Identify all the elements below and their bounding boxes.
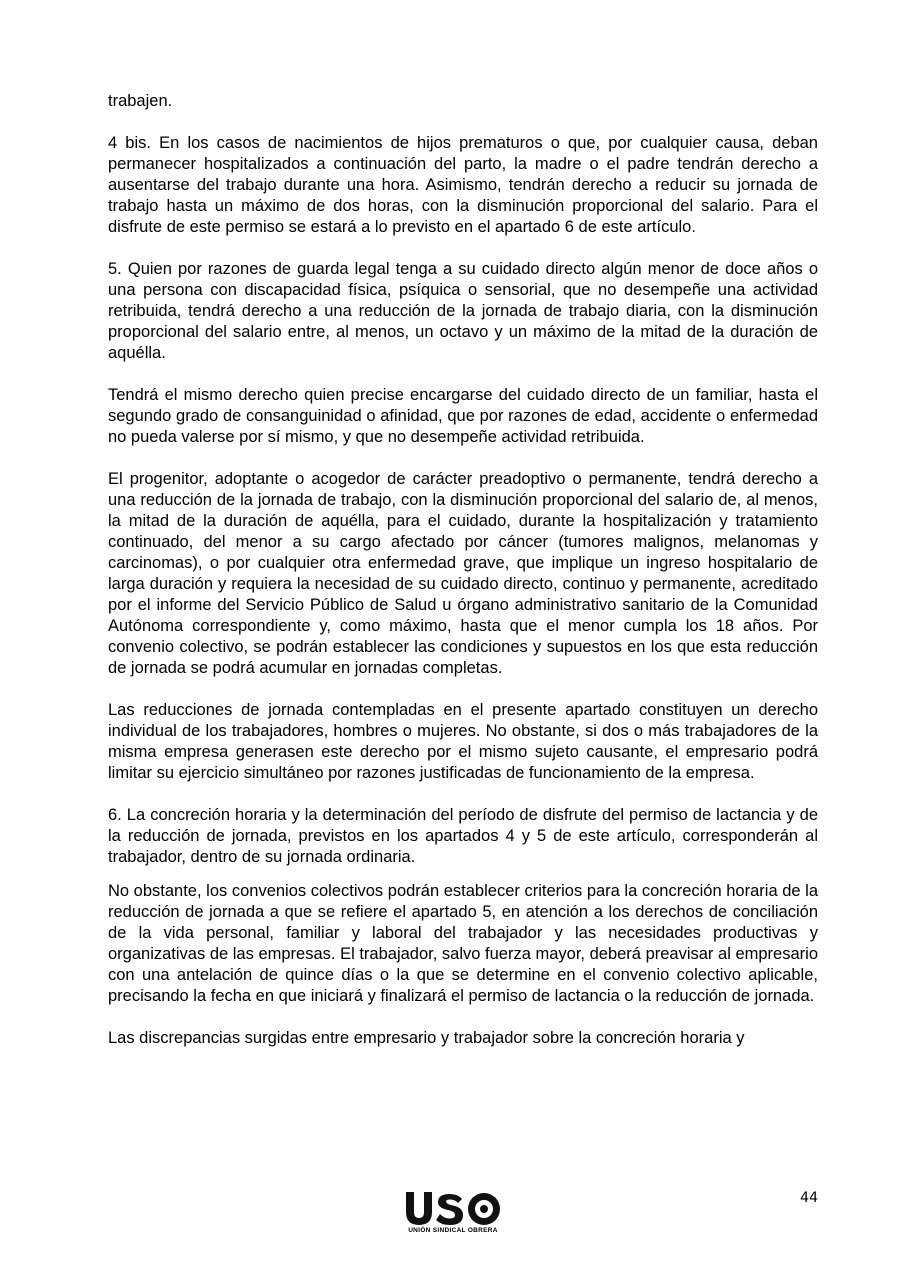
paragraph: No obstante, los convenios colectivos podrán establecer criterios para la concreción horaria de la reducción de jornada a que se refiere el apartado 5, en atención a los derechos de conciliación de la vida personal, familiar y laboral del trabajador y las necesidades productivas y organizativas de las empresas. El trabajador, salvo fuerza mayor, deberá preavisar al empresario con una antelación de quince días o la que se determine en el convenio colectivo aplicable, precisando la fecha en que iniciará y finalizará el permiso de lactancia o la reducción de jornada. xyxy=(108,882,818,1005)
document-body xyxy=(108,91,818,1049)
paragraph: trabajen. xyxy=(108,92,173,110)
paragraph: Las discrepancias surgidas entre empresario y trabajador sobre la concreción horaria y xyxy=(108,1029,745,1047)
paragraph: Tendrá el mismo derecho quien precise encargarse del cuidado directo de un familiar, hasta el segundo grado de consanguinidad o afinidad, que por razones de edad, accidente o enfermedad no pueda valerse por sí mismo, y que no desempeñe actividad retribuida. xyxy=(108,386,818,446)
paragraph: El progenitor, adoptante o acogedor de carácter preadoptivo o permanente, tendrá derecho a una reducción de la jornada de trabajo, con la disminución proporcional del salario de, al menos, la mitad de la duración de aquélla, para el cuidado, durante la hospitalización y tratamiento continuado, del menor a su cargo afectado por cáncer (tumores malignos, melanomas y carcinomas), o por cualquier otra enfermedad grave, que implique un ingreso hospitalario de larga duración y requiera la necesidad de su cuidado directo, continuo y permanente, acreditado por el informe del Servicio Público de Salud u órgano administrativo sanitario de la Comunidad Autónoma correspondiente y, como máximo, hasta que el menor cumpla los 18 años. Por convenio colectivo, se podrán establecer las condiciones y supuestos en los que esta reducción de jornada se podrá acumular en jornadas completas. xyxy=(108,470,818,677)
paragraph: 4 bis. En los casos de nacimientos de hijos prematuros o que, por cualquier causa, deban permanecer hospitalizados a continuación del parto, la madre o el padre tendrán derecho a ausentarse del trabajo durante una hora. Asimismo, tendrán derecho a reducir su jornada de trabajo hasta un máximo de dos horas, con la disminución proporcional del salario. Para el disfrute de este permiso se estará a lo previsto en el apartado 6 de este artículo. xyxy=(108,134,818,236)
uso-logo-mark xyxy=(400,1190,506,1226)
paragraph: Las reducciones de jornada contempladas en el presente apartado constituyen un derecho individual de los trabajadores, hombres o mujeres. No obstante, si dos o más trabajadores de la misma empresa generasen este derecho por el mismo sujeto causante, el empresario podrá limitar su ejercicio simultáneo por razones justificadas de funcionamiento de la empresa. xyxy=(108,701,818,782)
paragraph: 5. Quien por razones de guarda legal tenga a su cuidado directo algún menor de doce años o una persona con discapacidad física, psíquica o sensorial, que no desempeñe una actividad retribuida, tendrá derecho a una reducción de la jornada de trabajo diaria, con la disminución proporcional del salario entre, al menos, un octavo y un máximo de la mitad de la duración de aquélla. xyxy=(108,260,818,362)
paragraph: 6. La concreción horaria y la determinación del período de disfrute del permiso de lactancia y de la reducción de jornada, previstos en los apartados 4 y 5 de este artículo, corresponderán al trabajador, dentro de su jornada ordinaria. xyxy=(108,806,818,866)
page-number: 44 xyxy=(800,1190,818,1206)
uso-logo xyxy=(400,1190,506,1240)
logo-subtitle: UNIÓN SINDICAL OBRERA xyxy=(408,1227,498,1234)
